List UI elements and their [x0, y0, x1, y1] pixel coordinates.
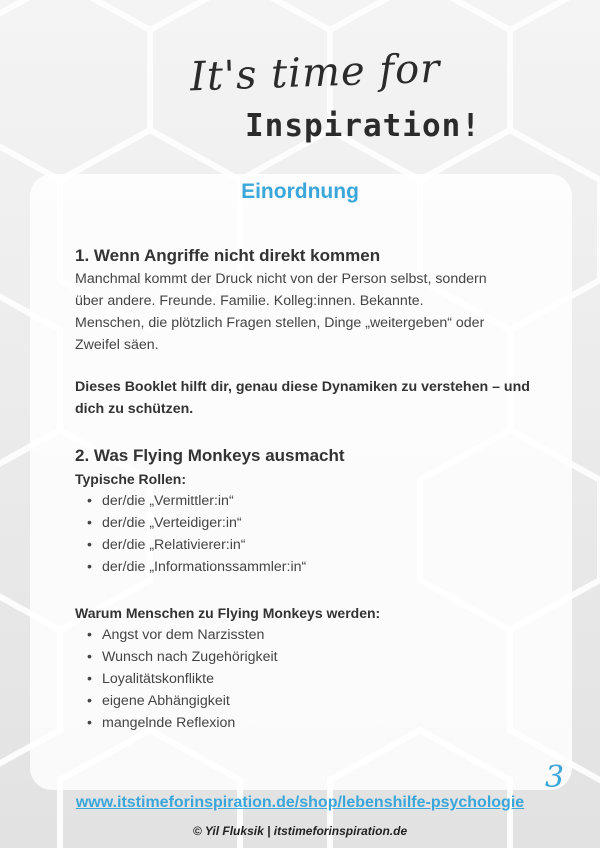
reasons-label: Warum Menschen zu Flying Monkeys werden: [75, 605, 381, 621]
list-item: • mangelnde Reflexion [75, 712, 565, 734]
list-item: • der/die „Vermittler:in“ [75, 490, 565, 512]
section-title: Einordnung [241, 180, 359, 203]
list-item: • der/die „Relativierer:in“ [75, 534, 565, 556]
section1-line: über andere. Freunde. Familie. Kolleg:innen. Bekannte. [75, 293, 424, 309]
header-caps-text: Inspiration! [245, 108, 481, 144]
roles-list [75, 490, 565, 578]
shop-link[interactable]: www.itstimeforinspiration.de/shop/lebenshilfe-psychologie [75, 794, 525, 811]
reasons-list [75, 624, 565, 734]
section1-bold-line: Dieses Booklet hilft dir, genau diese Dynamiken zu verstehen – und [75, 379, 530, 395]
section1-heading: 1. Wenn Angriffe nicht direkt kommen [75, 246, 381, 265]
list-item: • Wunsch nach Zugehörigkeit [75, 646, 565, 668]
section1-line: Menschen, die plötzlich Fragen stellen, Dinge „weitergeben“ oder [75, 315, 485, 331]
copyright-text: © Yil Fluksik | itstimeforinspiration.de [192, 824, 408, 838]
page-number: 3 [545, 760, 565, 795]
section1-bold-line: dich zu schützen. [75, 401, 194, 417]
section1-line: Manchmal kommt der Druck nicht von der Person selbst, sondern [75, 271, 487, 287]
list-item: • eigene Abhängigkeit [75, 690, 565, 712]
list-item: • Loyalitätskonflikte [75, 668, 565, 690]
list-item: • Angst vor dem Narzissten [75, 624, 565, 646]
roles-label: Typische Rollen: [75, 471, 186, 487]
list-item: • der/die „Verteidiger:in“ [75, 512, 565, 534]
section1-line: Zweifel säen. [75, 337, 159, 353]
section2-heading: 2. Was Flying Monkeys ausmacht [75, 446, 345, 465]
list-item: • der/die „Informationssammler:in“ [75, 556, 565, 578]
main-content [75, 244, 565, 734]
header-script-text: It's time for [189, 45, 442, 101]
